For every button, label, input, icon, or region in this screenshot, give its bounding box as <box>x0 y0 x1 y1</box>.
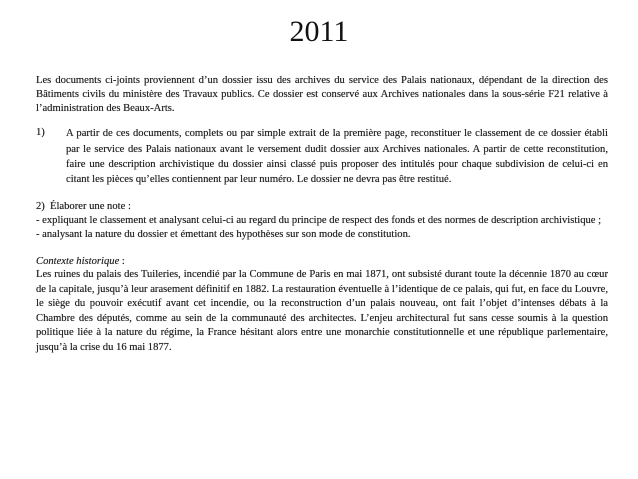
item-line: - expliquant le classement et analysant celui-ci au regard du principe de respect des fonds et des normes de description archivistique ; <box>36 215 602 226</box>
document-body <box>36 74 608 355</box>
page-title: 2011 <box>289 15 349 48</box>
item-heading-row <box>36 200 608 214</box>
historical-context-section <box>36 255 608 356</box>
item-line: - analysant la nature du dossier et émettant des hypothèses sur son mode de constitution. <box>36 228 411 240</box>
context-heading-row <box>36 255 608 269</box>
item-heading: Élaborer une note : <box>50 201 131 213</box>
instruction-item-2 <box>36 200 608 241</box>
context-heading: Contexte historique <box>36 255 120 267</box>
item-text: A partir de ces documents, complets ou par simple extrait de la première page, reconstituer le classement de ce dossier établi par le service des Palais nationaux avant le versement dudit dossier aux Archives nationales. A partir de cette reconstitution, faire une description archivistique du dossier ainsi classé puis proposer des intitulés pour chaque subdivision de celui-ci en citant les pièces qu’elles contiennent par leur numéro. Le dossier ne devra pas être restitué. <box>66 128 608 185</box>
context-paragraph: Les ruines du palais des Tuileries, incendié par la Commune de Paris en mai 1871, ont subsisté durant toute la décennie 1870 au cœur de la capitale, jusqu’à leur arasement définitif en 1882. La restauration éventuelle à l’identique de ce palais, qui fut, en face du Louvre, le siège du pouvoir exécutif avant cet incendie, ou la reconstruction d’un palais nouveau, ont fait l’objet d’intenses débats à la Chambre des députés, comme au sein de la communauté des architectes. L’enjeu architectural fut sans cesse soumis à la question politique liée à la nature du régime, la France hésitant alors entre une monarchie constitutionnelle et une république parlementaire, jusqu’à la crise du 16 mai 1877. <box>36 269 608 353</box>
intro-paragraph: Les documents ci-joints proviennent d’un dossier issu des archives du service des Palais nationaux, dépendant de la direction des Bâtiments civils du ministère des Travaux publics. Ce dossier est conservé aux Archives nationales dans la sous-série F21 relative à l’administration des Beaux-Arts. <box>36 75 608 114</box>
instruction-item-1 <box>36 126 608 187</box>
item-number: 1) <box>36 127 45 139</box>
item-number: 2) <box>36 201 45 213</box>
context-heading-suffix: : <box>119 255 125 267</box>
